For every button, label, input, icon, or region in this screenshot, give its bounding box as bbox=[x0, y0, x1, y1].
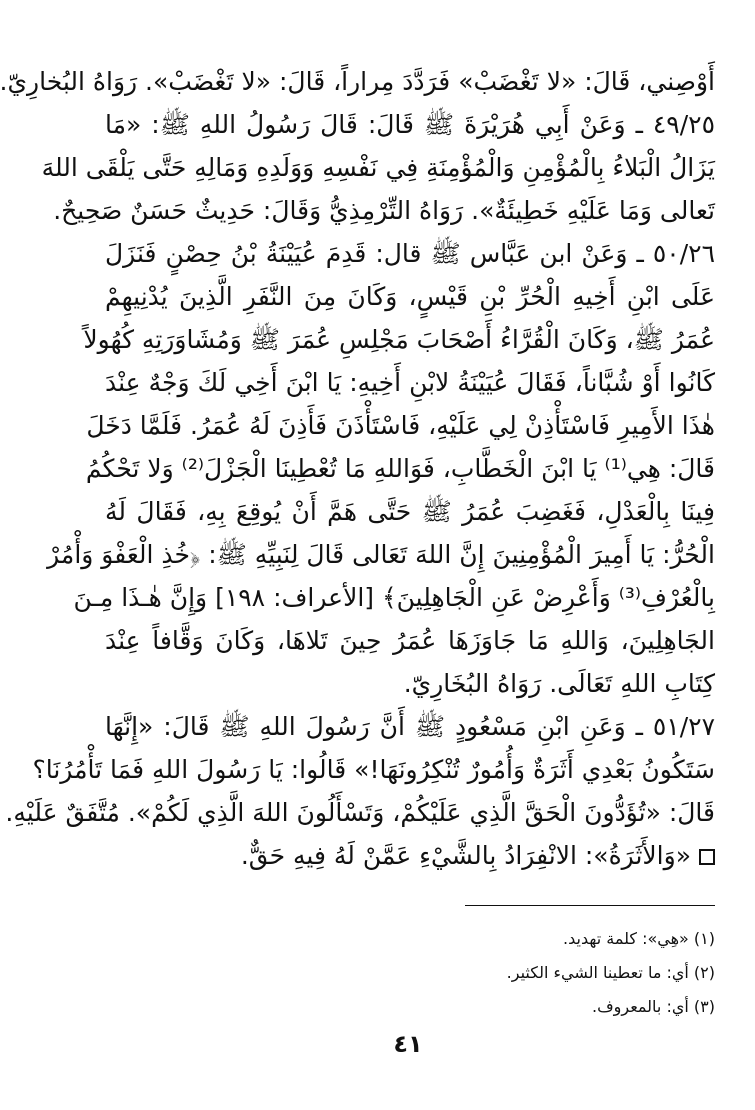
text-line: قَالَ: «تُؤَدُّونَ الْحَقَّ الَّذِي عَلَيْكُمْ، وَتَسْأَلُونَ اللهَ الَّذِي لَكُمْ». مُتَّفَقٌ عَلَيْهِ. bbox=[5, 798, 715, 827]
text-line: يَزَالُ الْبَلاءُ بِالْمُؤْمِنِ وَالْمُؤْمِنَةِ فِي نَفْسِهِ وَوَلَدِهِ وَمَالِهِ حَتَّى يَلْقَى اللهَ bbox=[41, 153, 715, 182]
hadith-heading-51: ٥١/٢٧ ـ وَعَنِ ابْنِ مَسْعُودٍ ﷺ أَنَّ رَسُولَ اللهِ ﷺ قَالَ: «إِنَّهَا bbox=[105, 712, 715, 741]
text-line: كِتَابِ اللهِ تَعَالَى. رَوَاهُ البُخَارِيّ. bbox=[403, 669, 715, 698]
footnote-2: (٢) أي: ما تعطينا الشيء الكثير. bbox=[506, 963, 715, 982]
footnote-3: (٣) أي: بالمعروف. bbox=[591, 997, 715, 1016]
text-line: قَالَ: هِي⁽¹⁾ يَا ابْنَ الْخَطَّابِ، فَوَاللهِ مَا تُعْطِينَا الْجَزْلَ⁽²⁾ وَلا تَحْكُمُ bbox=[85, 454, 715, 483]
text-line: عَلَى ابْنِ أَخِيهِ الْحُرِّ بْنِ قَيْسٍ، وَكَانَ مِنَ النَّفَرِ الَّذِينَ يُدْنِيهِمْ bbox=[105, 282, 715, 311]
main-text bbox=[0, 60, 715, 877]
square-bullet-icon bbox=[699, 849, 715, 865]
hadith-heading-49: ٤٩/٢٥ ـ وَعَنْ أَبِي هُرَيْرَةَ ﷺ قَالَ: قَالَ رَسُولُ اللهِ ﷺ: «مَا bbox=[105, 110, 715, 139]
text-line: كَانُوا أَوْ شُبَّاناً، فَقَالَ عُيَيْنَةُ لابْنِ أَخِيهِ: يَا ابْنَ أَخِي لَكَ وَجْهٌ عِنْدَ bbox=[105, 368, 715, 397]
text-line: تَعالى وَمَا عَلَيْهِ خَطِيئَةٌ». رَوَاهُ التِّرْمِذِيُّ وَقَالَ: حَدِيثٌ حَسَنٌ صَحِيحٌ. bbox=[53, 196, 715, 225]
footnote-1: (١) «هِي»: كلمة تهديد. bbox=[563, 929, 715, 948]
definition-text: «وَالأَثَرَةُ»: الانْفِرَادُ بِالشَّيْءِ عَمَّنْ لَهُ فِيهِ حَقٌّ. bbox=[240, 841, 691, 870]
definition-line bbox=[105, 834, 715, 877]
footnotes bbox=[101, 922, 715, 1024]
text-line: فِينَا بِالْعَدْلِ، فَغَضِبَ عُمَرُ ﷺ حَتَّى هَمَّ أَنْ يُوقِعَ بِهِ، فَقَالَ لَهُ bbox=[105, 497, 715, 526]
hadith-heading-50: ٥٠/٢٦ ـ وَعَنْ ابن عَبَّاس ﷺ قال: قَدِمَ عُيَيْنَةُ بْنُ حِصْنٍ فَنَزَلَ bbox=[105, 239, 715, 268]
page-number: ٤١ bbox=[393, 1030, 423, 1058]
text-line: أَوْصِني، قَالَ: «لا تَغْضَبْ» فَرَدَّدَ مِراراً، قَالَ: «لا تَغْضَبْ». رَوَاهُ البُخارِيّ. bbox=[0, 67, 715, 96]
text-line: بِالْعُرْفِ⁽³⁾ وَأَعْرِضْ عَنِ الْجَاهِلِينَ﴾ [الأعراف: ١٩٨] وَإِنَّ هٰـذَا مِـنَ bbox=[73, 583, 715, 612]
footnote-divider bbox=[465, 905, 715, 906]
text-line: سَتَكُونُ بَعْدِي أَثَرَةٌ وَأُمُورٌ تُنْكِرُونَهَا!» قَالُوا: يَا رَسُولَ اللهِ فَمَا تَأْمُرُنَا؟ bbox=[32, 755, 715, 784]
text-line: عُمَرُ ﷺ، وَكَانَ الْقُرَّاءُ أَصْحَابَ مَجْلِسِ عُمَرَ ﷺ وَمُشَاوَرَتِهِ كُهُولاً bbox=[83, 325, 715, 354]
text-line: الجَاهِلِينَ، وَاللهِ مَا جَاوَزَهَا عُمَرُ حِينَ تَلاهَا، وَكَانَ وَقَّافاً عِنْدَ bbox=[105, 626, 715, 655]
text-line: هٰذَا الأَمِيرِ فَاسْتَأْذِنْ لِي عَلَيْهِ، فَاسْتَأْذَنَ فَأَذِنَ لَهُ عُمَرُ. فَلَمَّا دَخَلَ bbox=[86, 411, 715, 440]
text-line: الْحُرُّ: يَا أَمِيرَ الْمُؤْمِنِينَ إِنَّ اللهَ تَعَالى قَالَ لِنَبِيِّهِ ﷺ: ﴿خُذِ الْعَفْوَ وَأْمُرْ bbox=[47, 540, 715, 569]
